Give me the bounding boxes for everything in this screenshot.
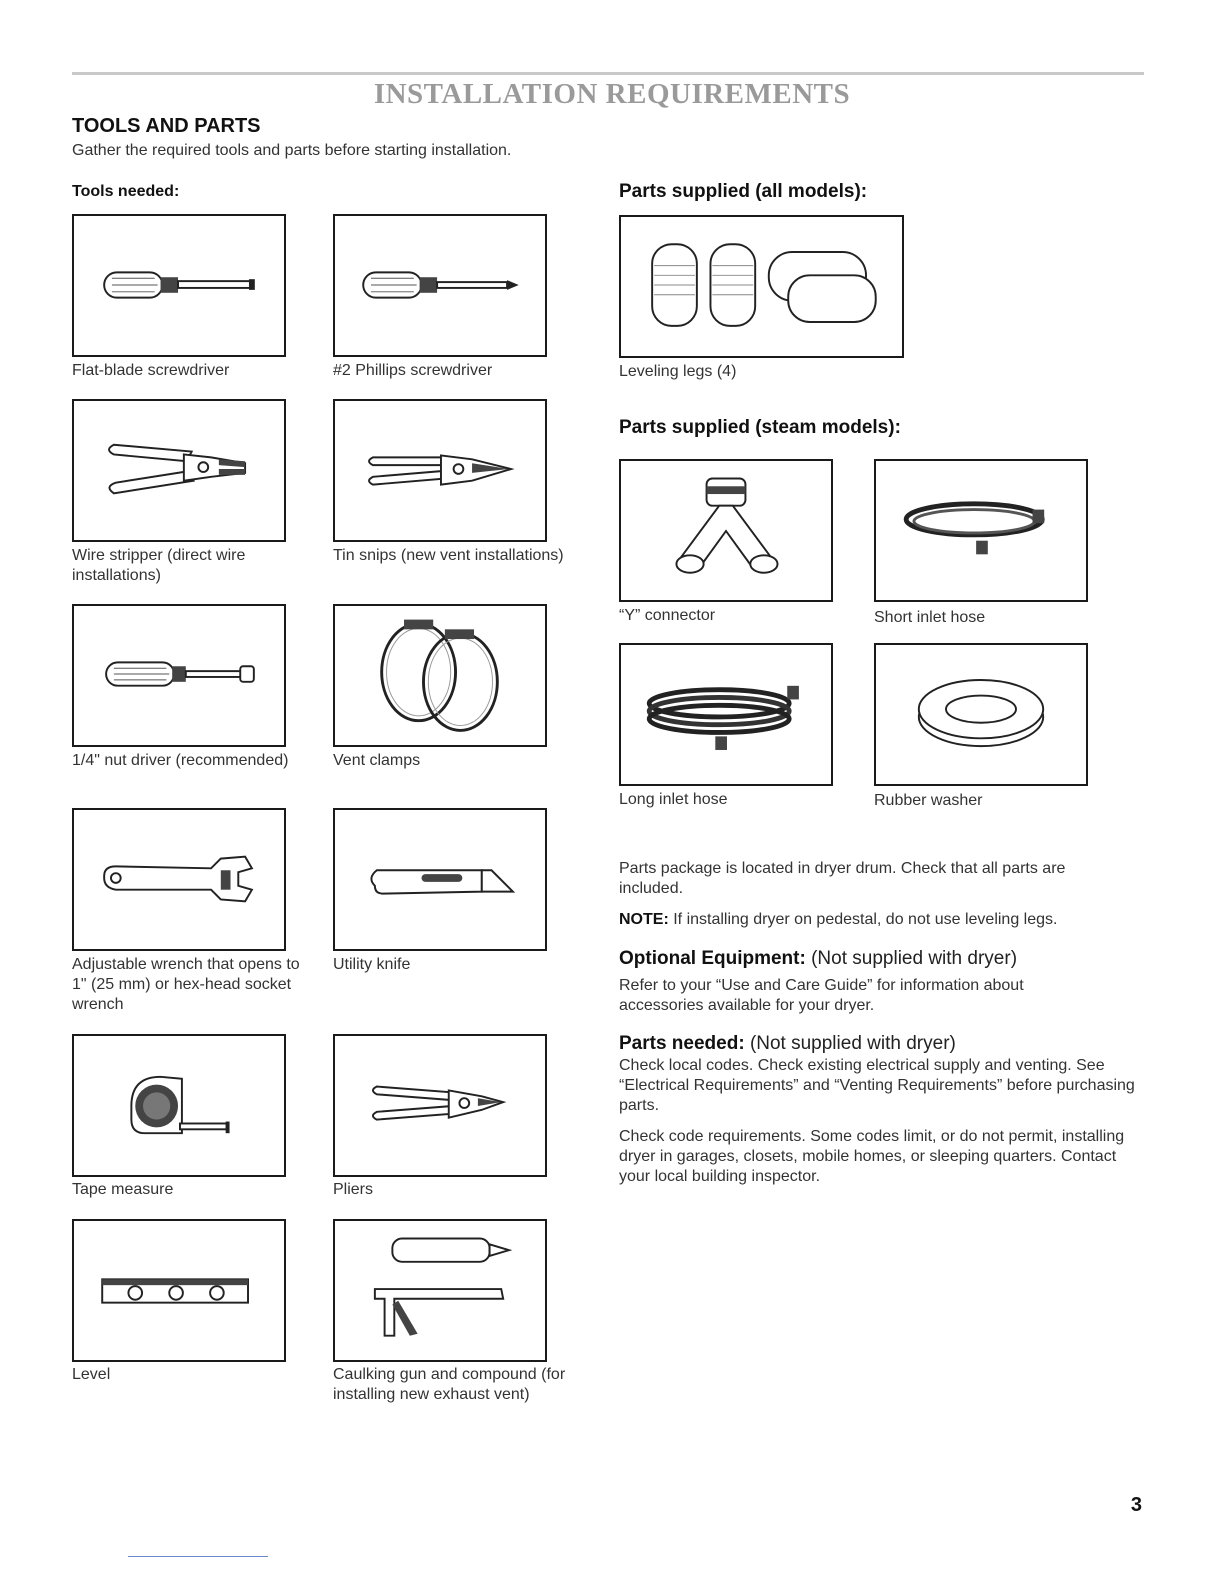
parts-all-heading: Parts supplied (all models): [619,181,868,202]
tool-caption: Vent clamps [333,752,421,769]
tool-caption: Caulking gun and compound (for installing new exhaust vent) [333,1366,566,1403]
tool-caption: Wire stripper (direct wire installations) [72,547,246,584]
optional-heading-label: Optional Equipment: [619,948,806,969]
wire-stripper-icon [74,401,284,540]
part-caption: Short inlet hose [874,609,986,626]
tool-caption: #2 Phillips screwdriver [333,362,493,379]
tool-caption: Adjustable wrench that opens to 1" (25 mm) or hex-head socket wrench [72,956,300,1013]
rubber-washer-icon [876,645,1086,784]
tool-box-nut-driver [72,604,286,747]
note-text: If installing dryer on pedestal, do not use leveling legs. [673,911,1058,928]
tool-box-caulking-gun [333,1219,547,1362]
tool-caption: Tape measure [72,1181,174,1198]
tape-measure-icon [74,1036,284,1175]
tin-snips-icon [335,401,545,540]
part-caption: Leveling legs (4) [619,363,737,380]
section-title: TOOLS AND PARTS [72,115,261,137]
optional-equipment-heading [619,948,1017,970]
page-title: INSTALLATION REQUIREMENTS [373,78,851,110]
parts-needed-heading [619,1033,956,1055]
tool-caption: Level [72,1366,111,1383]
tool-caption: Flat-blade screwdriver [72,362,230,379]
long-inlet-hose-icon [621,645,831,784]
parts-needed-sub: (Not supplied with dryer) [749,1033,956,1054]
optional-equipment-text: Refer to your “Use and Care Guide” for information about accessories available for your dryer. [619,977,1024,1014]
pliers-icon [335,1036,545,1175]
part-caption: Rubber washer [874,792,983,809]
caulking-gun-icon [335,1221,545,1360]
short-inlet-hose-icon [876,461,1086,600]
top-rule [72,72,1144,75]
part-box-rubber-washer [874,643,1088,786]
tool-box-tin-snips [333,399,547,542]
parts-needed-text-2: Check code requirements. Some codes limit, or do not permit, installing dryer in garages, closets, mobile homes, or sleeping quarters. Contact your local building inspector. [619,1128,1125,1185]
parts-needed-text-1: Check local codes. Check existing electrical supply and venting. See “Electrical Requirements” and “Venting Requirements” before purchasing parts. [619,1057,1135,1114]
phillips-screwdriver-icon [335,216,545,355]
tool-box-flat-blade-screwdriver [72,214,286,357]
flat-blade-screwdriver-icon [74,216,284,355]
intro-text: Gather the required tools and parts before starting installation. [72,142,512,159]
tool-caption: Tin snips (new vent installations) [333,547,564,564]
part-box-long-inlet-hose [619,643,833,786]
part-caption: Long inlet hose [619,791,728,808]
part-box-leveling-legs [619,215,904,358]
tool-caption: Utility knife [333,956,411,973]
tool-caption: Pliers [333,1181,374,1198]
part-box-y-connector [619,459,833,602]
nut-driver-icon [74,606,284,745]
parts-needed-label: Parts needed: [619,1033,745,1054]
part-box-short-inlet-hose [874,459,1088,602]
note-label: NOTE: [619,911,669,928]
page-number: 3 [1130,1494,1142,1516]
tool-box-wire-stripper [72,399,286,542]
part-caption: “Y” connector [619,607,716,624]
tool-box-pliers [333,1034,547,1177]
adjustable-wrench-icon [74,810,284,949]
pedestal-note [619,910,1139,930]
tool-box-adjustable-wrench [72,808,286,951]
utility-knife-icon [335,810,545,949]
level-icon [74,1221,284,1360]
parts-steam-heading: Parts supplied (steam models): [619,417,901,438]
tool-box-level [72,1219,286,1362]
tool-box-tape-measure [72,1034,286,1177]
package-note: Parts package is located in dryer drum. Check that all parts are included. [619,860,1066,897]
footer-rule [128,1556,268,1557]
leveling-legs-icon [621,217,902,356]
y-connector-icon [621,461,831,600]
optional-heading-sub: (Not supplied with dryer) [811,948,1018,969]
tools-needed-heading: Tools needed: [72,183,180,200]
tool-box-vent-clamps [333,604,547,747]
tool-caption: 1/4" nut driver (recommended) [72,752,289,769]
tool-box-utility-knife [333,808,547,951]
tool-box-phillips-screwdriver [333,214,547,357]
vent-clamps-icon [335,606,545,745]
